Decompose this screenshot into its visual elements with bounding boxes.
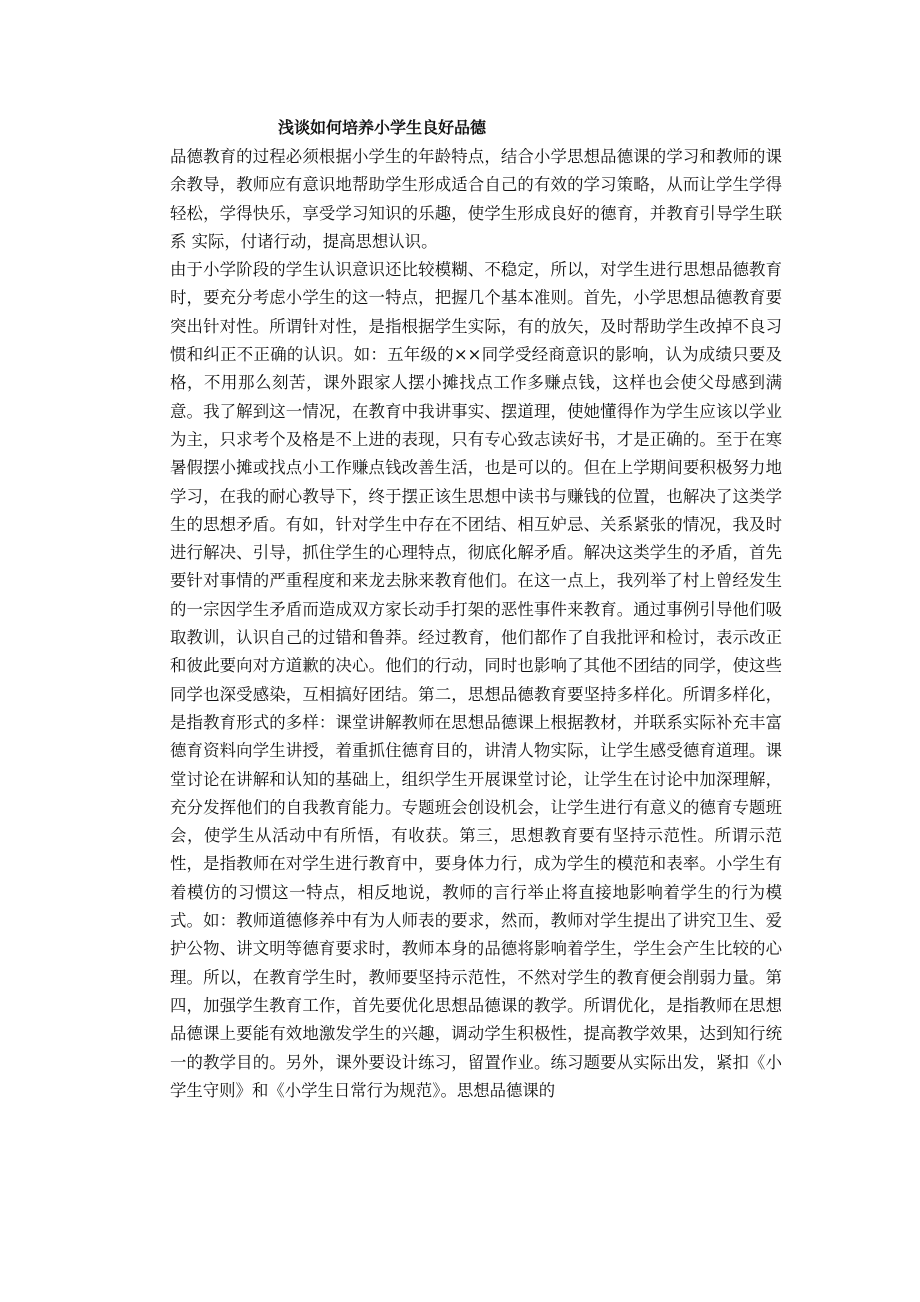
paragraph-1: 品德教育的过程必须根据小学生的年龄特点，结合小学思想品德课的学习和教师的课余教导，教师应有意识地帮助学生形成适合自己的有效的学习策略，从而让学生学得轻松，学得快乐，享受学习知识的乐趣，使学生形成良好的德育，并教育引导学生联系 实际，付诸行动，提高思想认识。 bbox=[170, 147, 782, 251]
document-body bbox=[170, 143, 782, 1105]
paragraph-2: 由于小学阶段的学生认识意识还比较模糊、不稳定，所以，对学生进行思想品德教育时，要充分考虑小学生的这一特点，把握几个基本准则。首先，小学思想品德教育要突出针对性。所谓针对性，是指根据学生实际，有的放矢，及时帮助学生改掉不良习惯和纠正不正确的认识。如：五年级的××同学受经商意识的影响，认为成绩只要及格，不用那么刻苦，课外跟家人摆小摊找点工作多赚点钱，这样也会使父母感到满意。我了解到这一情况，在教育中我讲事实、摆道理，使她懂得作为学生应该以学业为主，只求考个及格是不上进的表现，只有专心致志读好书，才是正确的。至于在寒暑假摆小摊或找点小工作赚点钱改善生活，也是可以的。但在上学期间要积极努力地学习，在我的耐心教导下，终于摆正该生思想中读书与赚钱的位置，也解决了这类学生的思想矛盾。有如，针对学生中存在不团结、相互妒忌、关系紧张的情况，我及时进行解决、引导，抓住学生的心理特点，彻底化解矛盾。解决这类学生的矛盾，首先要针对事情的严重程度和来龙去脉来教育他们。在这一点上，我列举了村上曾经发生的一宗因学生矛盾而造成双方家长动手打架的恶性事件来教育。通过事例引导他们吸取教训，认识自己的过错和鲁莽。经过教育，他们都作了自我批评和检讨，表示改正和彼此要向对方道歉的决心。他们的行动，同时也影响了其他不团结的同学，使这些同学也深受感染，互相搞好团结。第二，思想品德教育要坚持多样化。所谓多样化，是指教育形式的多样：课堂讲解教师在思想品德课上根据教材，并联系实际补充丰富德育资料向学生讲授，着重抓住德育目的，讲清人物实际，让学生感受德育道理。课堂讨论在讲解和认知的基础上，组织学生开展课堂讨论，让学生在讨论中加深理解，充分发挥他们的自我教育能力。专题班会创设机会，让学生进行有意义的德育专题班会，使学生从活动中有所悟，有收获。第三，思想教育要有坚持示范性。所谓示范性，是指教师在对学生进行教育中，要身体力行，成为学生的模范和表率。小学生有着模仿的习惯这一特点，相反地说，教师的言行举止将直接地影响着学生的行为模式。如：教师道德修养中有为人师表的要求，然而，教师对学生提出了讲究卫生、爱护公物、讲文明等德育要求时，教师本身的品德将影响着学生，学生会产生比较的心理。所以，在教育学生时，教师要坚持示范性，不然对学生的教育便会削弱力量。第四，加强学生教育工作，首先要优化思想品德课的教学。所谓优化，是指教师在思想品德课上要能有效地激发学生的兴趣，调动学生积极性，提高教学效果，达到知行统一的教学目的。另外，课外要设计练习，留置作业。练习题要从实际出发，紧扣《小学生守则》和《小学生日常行为规范》。思想品德课的 bbox=[170, 260, 782, 1100]
document-title: 浅谈如何培养小学生良好品德 bbox=[278, 118, 487, 137]
